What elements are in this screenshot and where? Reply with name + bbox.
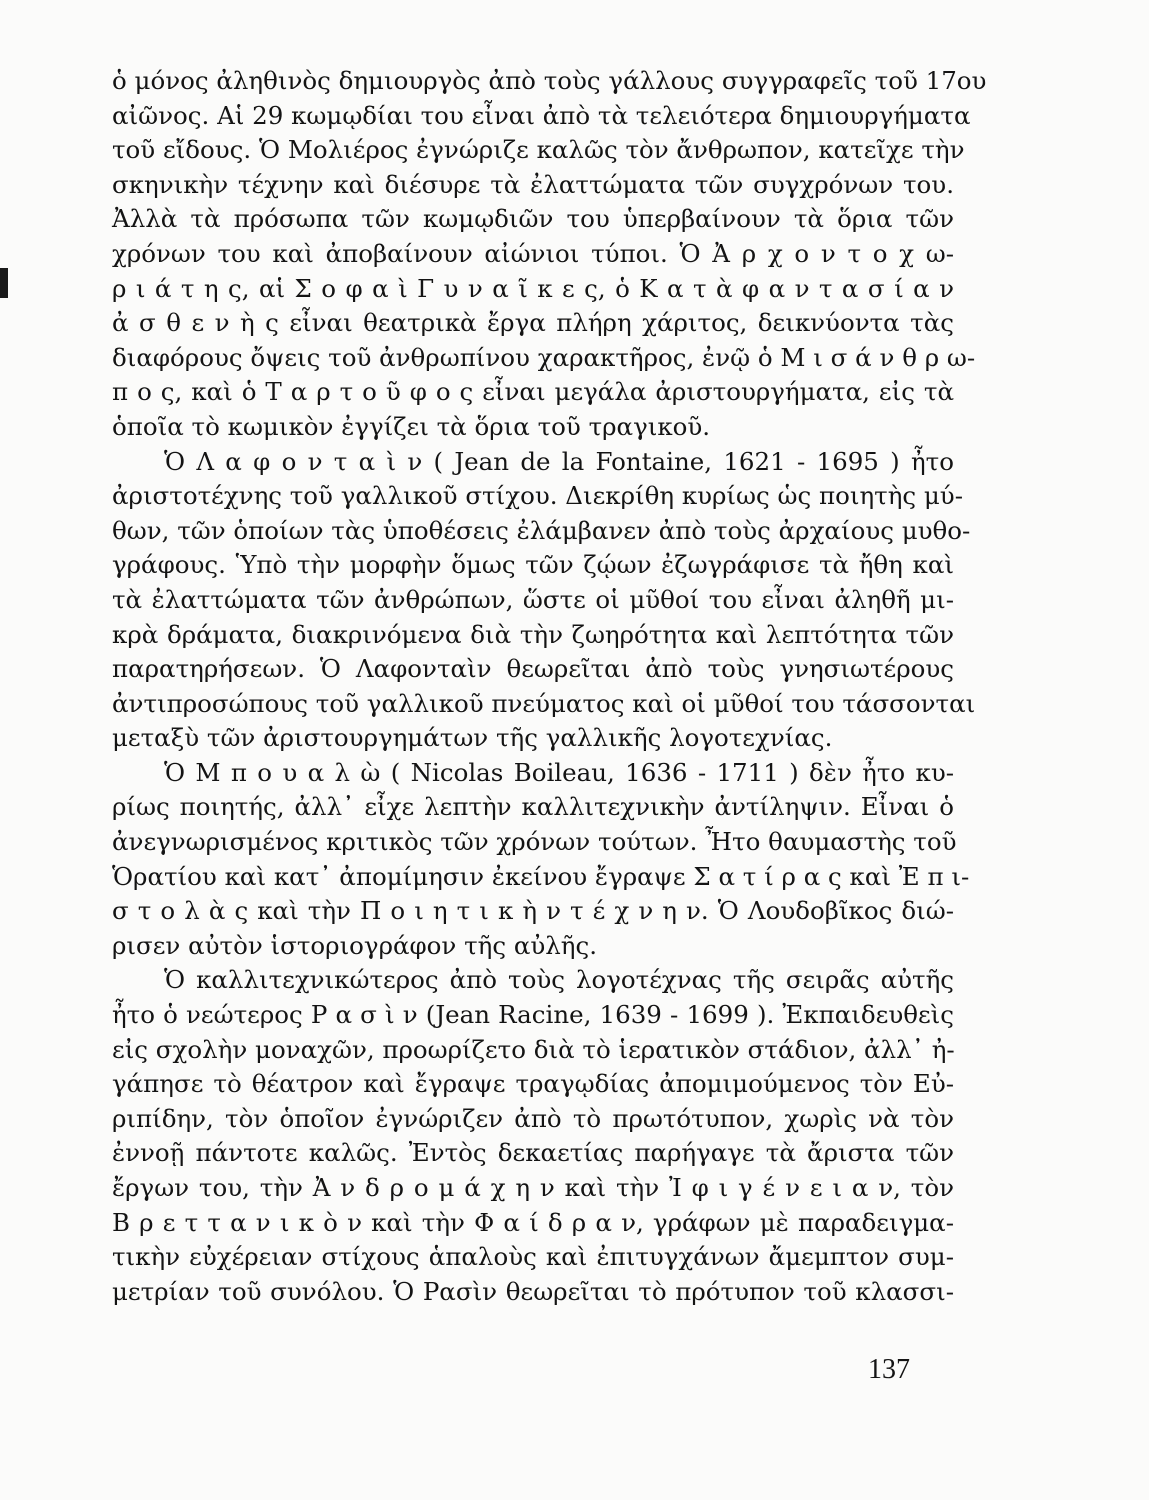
text-line: π ο ς, καὶ ὁ Τ α ρ τ ο ῦ φ ο ς εἶναι μεγάλα ἀριστουργήματα, εἰς τὰ — [112, 377, 954, 407]
text-line: ἐννοῇ πάντοτε καλῶς. Ἐντὸς δεκαετίας παρήγαγε τὰ ἄριστα τῶν — [112, 1138, 954, 1168]
text-line: ρίως ποιητής, ἀλλ᾽ εἶχε λεπτὴν καλλιτεχνικὴν ἀντίληψιν. Εἶναι ὁ — [112, 792, 954, 822]
text-line: γράφους. Ὑπὸ τὴν μορφὴν ὅμως τῶν ζῴων ἐζωγράφισε τὰ ἤθη καὶ — [112, 550, 954, 580]
text-line: διαφόρους ὄψεις τοῦ ἀνθρωπίνου χαρακτῆρος, ἐνῷ ὁ Μ ι σ ά ν θ ρ ω- — [112, 342, 976, 372]
text-line: σ τ ο λ ὰ ς καὶ τὴν Π ο ι η τ ι κ ὴ ν τ έ χ ν η ν. Ὁ Λουδοβῖκος διώ- — [112, 896, 954, 926]
text-line: Β ρ ε τ τ α ν ι κ ὸ ν καὶ τὴν Φ α ί δ ρ α ν, γράφων μὲ παραδειγμα- — [112, 1207, 954, 1237]
text-line: ἔργων του, τὴν Ἀ ν δ ρ ο μ ά χ η ν καὶ τὴν Ἰ φ ι γ έ ν ε ι α ν, τὸν — [112, 1173, 954, 1202]
text-line: μεταξὺ τῶν ἀριστουργημάτων τῆς γαλλικῆς λογοτεχνίας. — [112, 723, 833, 753]
text-line: ριπίδην, τὸν ὁποῖον ἐγνώριζεν ἀπὸ τὸ πρωτότυπον, χωρὶς νὰ τὸν — [112, 1103, 954, 1133]
text-line: ἦτο ὁ νεώτερος Ρ α σ ὶ ν (Jean Racine, 1639 - 1699 ). Ἐκπαιδευθεὶς — [112, 1000, 954, 1030]
text-line: τὰ ἐλαττώματα τῶν ἀνθρώπων, ὥστε οἱ μῦθοί του εἶναι ἀληθῆ μι- — [112, 584, 954, 614]
text-line: τοῦ εἴδους. Ὁ Μολιέρος ἐγνώριζε καλῶς τὸν ἄνθρωπον, κατεῖχε τὴν — [112, 135, 965, 165]
text-line: τικὴν εὐχέρειαν στίχους ἁπαλοὺς καὶ ἐπιτυγχάνων ἄμεμπτον συμ- — [112, 1242, 954, 1272]
text-line: αἰῶνος. Αἱ 29 κωμῳδίαι του εἶναι ἀπὸ τὰ τελειότερα δημιουργήματα — [112, 100, 971, 130]
text-line: ἀριστοτέχνης τοῦ γαλλικοῦ στίχου. Διεκρίθη κυρίως ὡς ποιητὴς μύ- — [112, 481, 963, 511]
text-line: ἀντιπροσώπους τοῦ γαλλικοῦ πνεύματος καὶ οἱ μῦθοί του τάσσονται — [112, 688, 976, 718]
scan-edge-mark — [0, 268, 8, 298]
text-line: μετρίαν τοῦ συνόλου. Ὁ Ρασὶν θεωρεῖται τὸ πρότυπον τοῦ κλασσι- — [112, 1276, 954, 1306]
text-line: γάπησε τὸ θέατρον καὶ ἔγραψε τραγῳδίας ἀπομιμούμενος τὸν Εὐ- — [112, 1069, 954, 1099]
text-line: χρόνων του καὶ ἀποβαίνουν αἰώνιοι τύποι. Ὁ Ἀ ρ χ ο ν τ ο χ ω- — [112, 238, 954, 268]
paragraph-start-line: Ὁ καλλιτεχνικώτερος ἀπὸ τοὺς λογοτέχνας τῆς σειρᾶς αὐτῆς — [164, 965, 954, 995]
text-line: παρατηρήσεων. Ὁ Λαφονταὶν θεωρεῖται ἀπὸ τοὺς γνησιωτέρους — [112, 654, 954, 684]
paragraph-start-line: Ὁ Λ α φ ο ν τ α ὶ ν ( Jean de la Fontaine, 1621 - 1695 ) ἦτο — [164, 446, 954, 476]
text-line: ὁ μόνος ἀληθινὸς δημιουργὸς ἀπὸ τοὺς γάλλους συγγραφεῖς τοῦ 17ου — [112, 66, 987, 95]
text-line: ρισεν αὐτὸν ἱστοριογράφον τῆς αὐλῆς. — [112, 930, 597, 960]
text-line: Ἀλλὰ τὰ πρόσωπα τῶν κωμῳδιῶν του ὑπερβαίνουν τὰ ὅρια τῶν — [112, 204, 954, 234]
text-line: Ὁρατίου καὶ κατ᾽ ἀπομίμησιν ἐκείνου ἔγραψε Σ α τ ί ρ α ς καὶ Ἐ π ι- — [112, 861, 970, 891]
text-line: ἀνεγνωρισμένος κριτικὸς τῶν χρόνων τούτων. Ἦτο θαυμαστὴς τοῦ — [112, 827, 957, 857]
text-line: σκηνικὴν τέχνην καὶ διέσυρε τὰ ἐλαττώματα τῶν συγχρόνων του. — [112, 169, 954, 199]
page-number: 137 — [868, 1354, 910, 1385]
text-line: ἀ σ θ ε ν ὴ ς εἶναι θεατρικὰ ἔργα πλήρη χάριτος, δεικνύοντα τὰς — [112, 308, 954, 338]
text-line: θων, τῶν ὁποίων τὰς ὑποθέσεις ἐλάμβανεν ἀπὸ τοὺς ἀρχαίους μυθο- — [112, 515, 971, 545]
body-text — [112, 64, 987, 1309]
text-line: κρὰ δράματα, διακρινόμενα διὰ τὴν ζωηρότητα καὶ λεπτότητα τῶν — [112, 619, 954, 649]
text-line: εἰς σχολὴν μοναχῶν, προωρίζετο διὰ τὸ ἱερατικὸν στάδιον, ἀλλ᾽ ἠ- — [112, 1034, 955, 1064]
text-line: ὁποῖα τὸ κωμικὸν ἐγγίζει τὰ ὅρια τοῦ τραγικοῦ. — [112, 411, 711, 441]
paragraph-start-line: Ὁ Μ π ο υ α λ ὼ ( Nicolas Boileau, 1636 - 1711 ) δὲν ἦτο κυ- — [164, 757, 954, 787]
text-line: ρ ι ά τ η ς, αἱ Σ ο φ α ὶ Γ υ ν α ῖ κ ε ς, ὁ Κ α τ ὰ φ α ν τ α σ ί α ν — [112, 273, 954, 303]
